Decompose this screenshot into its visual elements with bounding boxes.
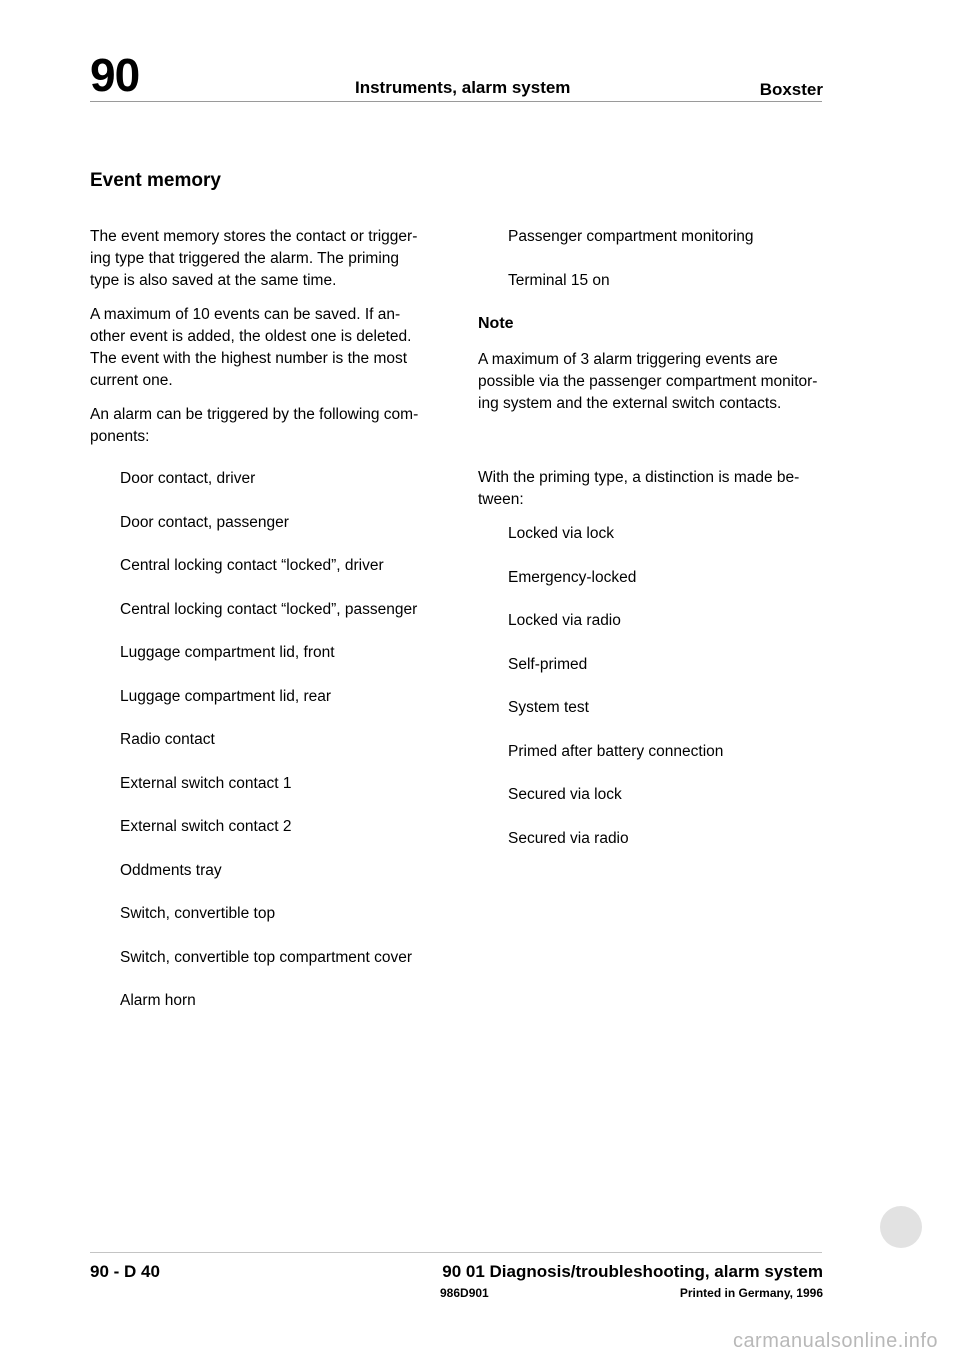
list-item: Oddments tray	[120, 861, 222, 879]
footer-section-title: 90 01 Diagnosis/troubleshooting, alarm system	[442, 1262, 823, 1281]
list-item: Terminal 15 on	[508, 271, 610, 289]
list-item: Radio contact	[120, 731, 215, 748]
right-column	[478, 226, 823, 871]
header-model: Boxster	[759, 80, 823, 99]
list-item: Luggage compartment lid, front	[120, 644, 335, 661]
list-item: Locked via radio	[508, 612, 621, 629]
list-item: Secured via radio	[508, 829, 629, 847]
paragraph: An alarm can be triggered by the following com-ponents:	[90, 406, 419, 445]
list-item: Door contact, driver	[120, 470, 256, 487]
list-item: Secured via lock	[508, 786, 622, 803]
header-title: Instruments, alarm system	[355, 78, 571, 97]
section-number: 90	[90, 49, 140, 101]
priming-intro: With the priming type, a distinction is made be-tween:	[478, 469, 800, 508]
trigger-components-list-continued	[508, 226, 823, 313]
priming-types-list	[508, 523, 823, 871]
punch-hole-dot	[880, 1206, 922, 1248]
page-heading: Event memory	[90, 170, 221, 191]
page-number: 90 - D 40	[90, 1262, 160, 1281]
paragraph: A maximum of 10 events can be saved. If an-other event is added, the oldest one is deleted. The event with the highest number is the most current one.	[90, 306, 412, 389]
footer-rule	[90, 1252, 822, 1253]
trigger-components-list	[120, 468, 430, 1034]
list-item: Self-primed	[508, 655, 588, 673]
list-item: External switch contact 2	[120, 818, 292, 835]
list-item: Emergency-locked	[508, 568, 637, 586]
list-item: Luggage compartment lid, rear	[120, 687, 332, 705]
paragraph: The event memory stores the contact or trigger-ing type that triggered the alarm. The priming type is also saved at the same time.	[90, 228, 418, 289]
watermark: carmanualsonline.info	[732, 1330, 938, 1352]
spacer	[478, 427, 823, 467]
list-item: Primed after battery connection	[508, 742, 724, 760]
list-item: Central locking contact “locked”, driver	[120, 557, 384, 574]
list-item: System test	[508, 699, 589, 716]
list-item: Locked via lock	[508, 525, 614, 542]
document-code: 986D901	[440, 1286, 489, 1300]
list-item: Door contact, passenger	[120, 513, 289, 531]
list-item: Central locking contact “locked”, passenger	[120, 600, 418, 618]
list-item: Switch, convertible top compartment cover	[120, 948, 413, 966]
list-item: Alarm horn	[120, 992, 196, 1009]
list-item: External switch contact 1	[120, 774, 292, 792]
printed-note: Printed in Germany, 1996	[679, 1286, 823, 1300]
note-text: A maximum of 3 alarm triggering events are possible via the passenger compartment monitor-ing system and the external switch contacts.	[478, 351, 818, 412]
list-item: Switch, convertible top	[120, 905, 276, 922]
list-item: Passenger compartment monitoring	[508, 228, 754, 245]
header-rule	[90, 101, 822, 102]
note-heading: Note	[478, 315, 514, 332]
left-column	[90, 226, 430, 1034]
